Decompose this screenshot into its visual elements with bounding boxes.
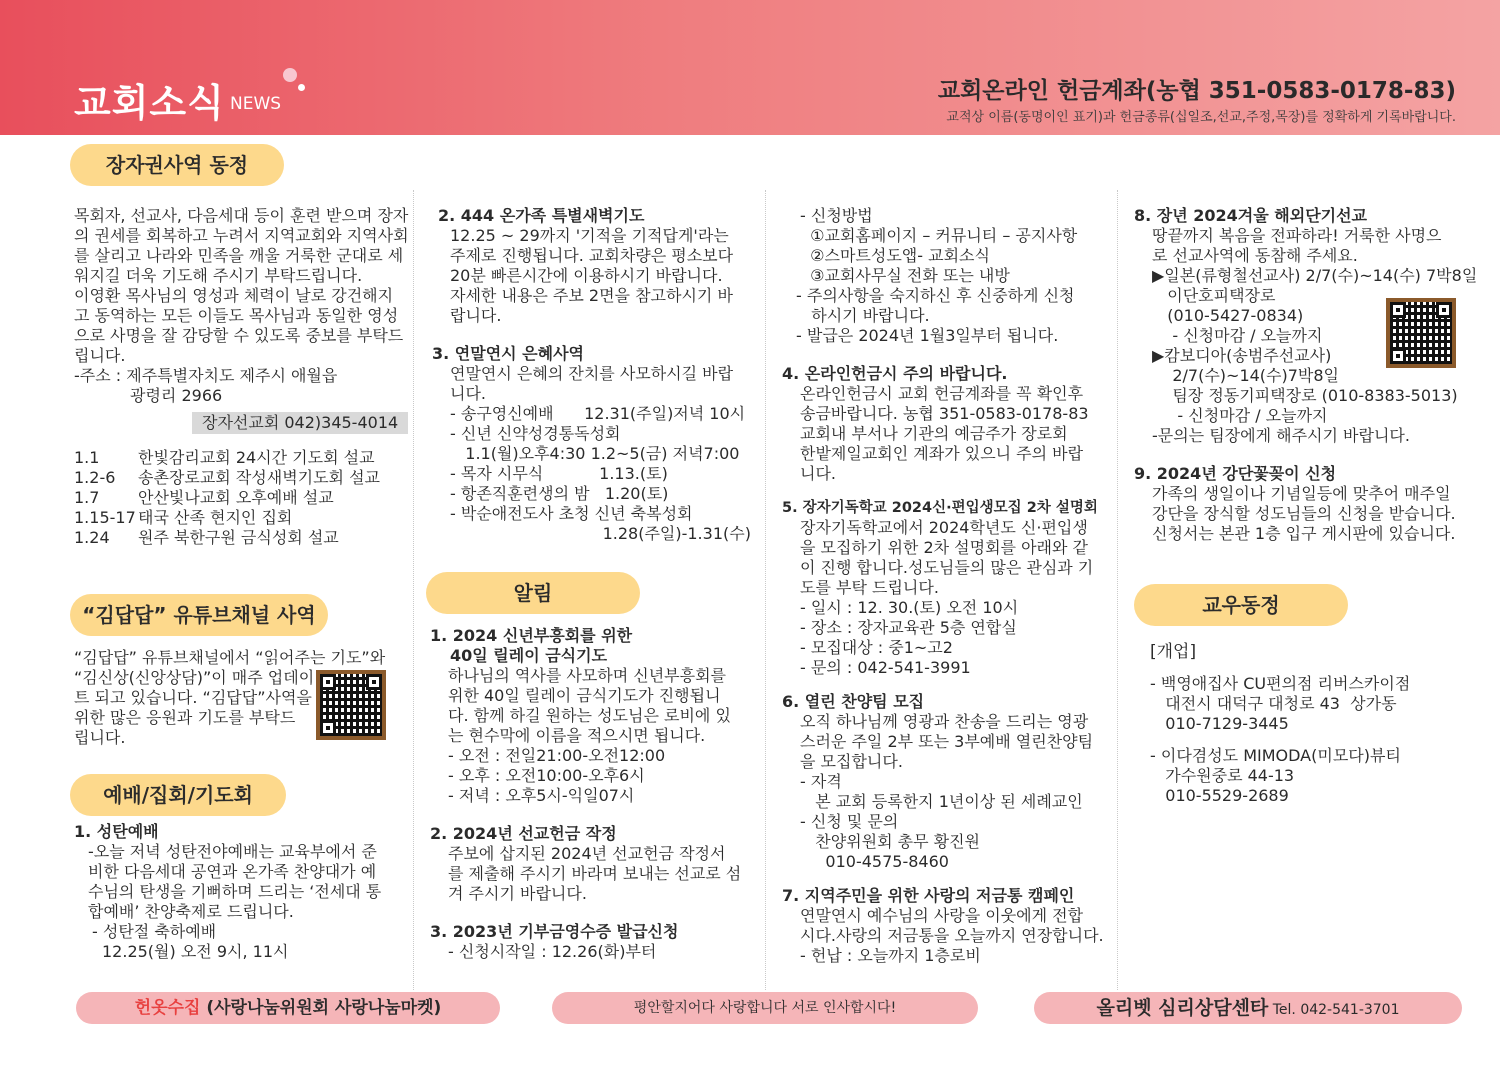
col2-top — [432, 206, 762, 544]
address-line: 광령리 2966 — [130, 386, 223, 405]
youtube-line: 위한 많은 응원과 기도를 부탁드 — [74, 708, 296, 727]
notice-heading: 6. 열린 찬양팀 모집 — [782, 692, 925, 711]
notice-line: 이단호피택장로 — [1152, 286, 1276, 305]
notice-line: 찬양위원회 총무 황진원 — [800, 832, 980, 851]
account-title: 교회온라인 헌금계좌(농협 351-0583-0178-83) — [937, 78, 1456, 104]
notice-line: - 자격 — [800, 772, 842, 791]
worship-line: -오늘 저녁 성탄전야예배는 교육부에서 준 — [88, 842, 377, 861]
schedule-row: 1.2-6 송촌장로교회 작성새벽기도회 설교 — [74, 468, 381, 487]
notice-line: 는 현수막에 이름을 적으시면 됩니다. — [448, 726, 706, 745]
notice-line: 온라인헌금시 교회 헌금계좌를 꼭 확인후 — [800, 384, 1084, 403]
notice-line: - 모집대상 : 중1~고2 — [800, 638, 953, 657]
notice-line: 하나님의 역사를 사모하며 신년부흥회를 — [448, 666, 727, 685]
item-line: 1.1(월)오후4:30 1.2~5(금) 저녁7:00 — [450, 444, 740, 463]
item-line: - 신년 신약성경통독성회 — [450, 424, 621, 443]
jangja-body — [74, 206, 414, 548]
item-line: 1.28(주일)-1.31(수) — [450, 524, 751, 543]
notice-line: ③교회사무실 전화 또는 내방 — [800, 266, 1010, 285]
col2-notices — [430, 626, 760, 962]
item-line: 20분 빠른시간에 이용하시기 바랍니다. — [450, 266, 723, 285]
notice-line: ②스마트성도앱- 교회소식 — [800, 246, 990, 265]
schedule-row: 1.1 한빛감리교회 24시간 기도회 설교 — [74, 448, 375, 467]
brand-title: 교회소식 — [74, 81, 225, 125]
member-line: 010-5529-2689 — [1150, 786, 1289, 805]
notice-heading: 1. 2024 신년부흥회를 위한 — [430, 626, 633, 645]
schedule-row: 1.24 원주 북한구원 금식성회 설교 — [74, 528, 339, 547]
worship-line: 12.25(월) 오전 9시, 11시 — [102, 942, 289, 961]
col3-body — [782, 206, 1112, 966]
notice-heading: 7. 지역주민을 위한 사랑의 저금통 캠페인 — [782, 886, 1075, 905]
notice-heading: 2. 2024년 선교헌금 작정 — [430, 824, 617, 843]
notice-line: - 신청마감 / 오늘까지 — [1152, 326, 1323, 345]
notice-line: ①교회홈페이지 – 커뮤니티 – 공지사항 — [800, 226, 1078, 245]
notice-line: 장자기독학교에서 2024학년도 신·편입생 — [800, 518, 1088, 537]
jangja-line: 이영환 목사님의 영성과 체력이 날로 강건해지 — [74, 286, 394, 305]
notice-line: 다. 함께 하길 원하는 성도님은 로비에 있 — [448, 706, 731, 725]
notice-line: 니다. — [800, 464, 836, 483]
member-line: - 이다겸성도 MIMODA(미모다)뷰티 — [1150, 746, 1401, 765]
footer-clothes-collection — [76, 992, 500, 1024]
notice-line: - 신청방법 — [800, 206, 873, 225]
jangja-line: 를 살리고 나라와 민족을 깨울 거룩한 군대로 세 — [74, 246, 404, 265]
notice-heading: 8. 장년 2024겨울 해외단기선교 — [1134, 206, 1368, 225]
notice-heading: 4. 온라인헌금시 주의 바랍니다. — [782, 364, 1008, 383]
col4-body — [1134, 206, 1478, 544]
jangja-line: 립니다. — [74, 346, 126, 365]
item-line: 자세한 내용은 주보 2면을 참고하시기 바 — [450, 286, 733, 305]
item-line: - 목자 시무식 1.13.(토) — [450, 464, 668, 483]
decor-dot-icon — [283, 68, 297, 82]
section-title-worship: 예배/집회/기도회 — [70, 774, 286, 816]
notice-heading: 40일 릴레이 금식기도 — [450, 646, 608, 665]
worship-body — [74, 822, 404, 962]
brand-subtitle: NEWS — [230, 94, 282, 114]
notice-line: - 일시 : 12. 30.(토) 오전 10시 — [800, 598, 1019, 617]
youtube-line: “김신상(신앙상담)”이 매주 업데이 — [74, 668, 315, 687]
worship-line: 수님의 탄생을 기뻐하며 드리는 ‘전세대 통 — [88, 882, 382, 901]
notice-line: 도를 부탁 드립니다. — [800, 578, 939, 597]
youtube-line: “김답답” 유튜브채널에서 “읽어주는 기도”와 — [74, 648, 386, 667]
jangja-line: 의 권세를 회복하고 누려서 지역교회와 지역사회 — [74, 226, 409, 245]
account-subtitle: 교적상 이름(동명이인 표기)과 헌금종류(십일조,선교,주정,목장)를 정확하게 기록바랍니다. — [946, 110, 1456, 125]
item-line: 주제로 진행됩니다. 교회차량은 평소보다 — [450, 246, 734, 265]
item-heading: 2. 444 온가족 특별새벽기도 — [438, 206, 645, 225]
column-divider — [1117, 190, 1118, 990]
item-heading: 3. 연말연시 은혜사역 — [432, 344, 584, 363]
notice-line: 가족의 생일이나 기념일등에 맞추어 매주일 — [1152, 484, 1451, 503]
item-line: - 송구영신예배 12.31(주일)저녁 10시 — [450, 404, 746, 423]
member-line: 대전시 대덕구 대청로 43 상가동 — [1150, 694, 1397, 713]
notice-line: - 헌납 : 오늘까지 1층로비 — [800, 946, 981, 965]
notice-line: 이 진행 합니다.성도님들의 많은 관심과 기 — [800, 558, 1094, 577]
column-divider — [765, 190, 766, 990]
member-line: 010-7129-3445 — [1150, 714, 1289, 733]
section-title-members: 교우동정 — [1134, 584, 1348, 626]
members-body — [1150, 642, 1480, 806]
item-line: 연말연시 은혜의 잔치를 사모하시길 바랍 — [450, 364, 734, 383]
worship-line: 합예배’ 찬양축제로 드립니다. — [88, 902, 294, 921]
notice-heading: 3. 2023년 기부금영수증 발급신청 — [430, 922, 679, 941]
youtube-line: 립니다. — [74, 728, 126, 747]
footer-counseling-tel: Tel. 042-541-3701 — [1268, 1002, 1400, 1018]
notice-line: 2/7(수)~14(수)7박8일 — [1152, 366, 1340, 385]
opening-label: [개업] — [1150, 642, 1197, 662]
jangja-line: 목회자, 선교사, 다음세대 등이 훈련 받으며 장자 — [74, 206, 409, 225]
worship-line: 비한 다음세대 공연과 온가족 찬양대가 예 — [88, 862, 377, 881]
notice-line: 주보에 삽지된 2024년 선교헌금 작정서 — [448, 844, 726, 863]
notice-line: - 신청 및 문의 — [800, 812, 899, 831]
footer-clothes-text: (사랑나눔위원회 사랑나눔마켓) — [200, 998, 442, 1018]
qr-code-icon[interactable] — [316, 670, 386, 740]
notice-line: 를 제출해 주시기 바라며 보내는 선교로 섬 — [448, 864, 742, 883]
section-title-youtube: “김답답” 유튜브채널 사역 — [70, 594, 328, 636]
notice-line: 강단을 장식할 성도님들의 신청을 받습니다. — [1152, 504, 1456, 523]
notice-line: (010-5427-0834) — [1152, 306, 1304, 325]
jangja-line: 으로 사명을 잘 감당할 수 있도록 중보를 부탁드 — [74, 326, 404, 345]
footer-clothes-label: 헌옷수집 — [134, 998, 201, 1018]
notice-heading: 5. 장자기독학교 2024신·편입생모집 2차 설명회 — [782, 500, 1098, 516]
notice-line: - 발급은 2024년 1월3일부터 됩니다. — [796, 326, 1059, 345]
jangja-line: 고 동역하는 모든 이들도 목사님과 동일한 영성 — [74, 306, 399, 325]
schedule-row: 1.15-17 태국 산족 현지인 집회 — [74, 508, 293, 527]
section-title-notice: 알림 — [426, 572, 640, 614]
notice-line: - 장소 : 장자교육관 5층 연합실 — [800, 618, 1017, 637]
notice-line: 땅끝까지 복음을 전파하라! 거룩한 사명으 — [1152, 226, 1442, 245]
address-line: -주소 : 제주특별자치도 제주시 애월읍 — [74, 366, 338, 385]
notice-line: -문의는 팀장에게 해주시기 바랍니다. — [1152, 426, 1410, 445]
notice-line: 위한 40일 릴레이 금식기도가 진행됩니 — [448, 686, 721, 705]
notice-line: - 신청마감 / 오늘까지 — [1152, 406, 1328, 425]
notice-line: - 오후 : 오전10:00-오후6시 — [448, 766, 645, 785]
youtube-line: 트 되고 있습니다. “김답답”사역을 — [74, 688, 312, 707]
notice-line: - 저녁 : 오후5시-익일07시 — [448, 786, 635, 805]
notice-line: 오직 하나님께 영광과 찬송을 드리는 영광 — [800, 712, 1089, 731]
notice-line: 신청서는 본관 1층 입구 게시판에 있습니다. — [1152, 524, 1456, 543]
notice-line: 송금바랍니다. 농협 351-0583-0178-83 — [800, 404, 1089, 423]
schedule-row: 1.7 안산빛나교회 오후예배 설교 — [74, 488, 334, 507]
notice-line: 한밭제일교회인 계좌가 있으니 주의 바랍 — [800, 444, 1084, 463]
notice-line: 스러운 주일 2부 또는 3부예배 열린찬양팀 — [800, 732, 1094, 751]
decor-dot-small-icon — [298, 84, 305, 91]
notice-line: ▶일본(류형철선교사) 2/7(수)~14(수) 7박8일 — [1152, 266, 1478, 285]
notice-line: 팀장 정동기피택장로 (010-8383-5013) — [1152, 386, 1458, 405]
section-title-jangja: 장자권사역 동정 — [70, 144, 284, 186]
item-line: - 박순애전도사 초청 신년 축복성회 — [450, 504, 693, 523]
item-line: 니다. — [450, 384, 486, 403]
qr-code-icon[interactable] — [1386, 298, 1456, 368]
worship-line: - 성탄절 축하예배 — [92, 922, 217, 941]
notice-line: - 문의 : 042-541-3991 — [800, 658, 971, 677]
notice-line: 하시기 바랍니다. — [796, 306, 930, 325]
notice-line: 을 모집하기 위한 2차 설명회를 아래와 같 — [800, 538, 1088, 557]
footer-counseling-name: 올리벳 심리상담센타 — [1096, 997, 1269, 1019]
notice-line: 시다.사랑의 저금통을 오늘까지 연장합니다. — [800, 926, 1104, 945]
notice-line: 교회내 부서나 기관의 예금주가 장로회 — [800, 424, 1068, 443]
member-line: 가수원중로 44-13 — [1150, 766, 1295, 785]
worship-heading: 1. 성탄예배 — [74, 822, 159, 841]
notice-line: - 주의사항을 숙지하신 후 신중하게 신청 — [796, 286, 1075, 305]
item-line: 랍니다. — [450, 306, 502, 325]
jangja-line: 워지길 더욱 기도해 주시기 부탁드립니다. — [74, 266, 363, 285]
notice-line: - 오전 : 전일21:00-오전12:00 — [448, 746, 666, 765]
notice-line: 을 모집합니다. — [800, 752, 903, 771]
notice-line: ▶캄보디아(송범주선교사) — [1152, 346, 1332, 365]
notice-line: 010-4575-8460 — [800, 852, 949, 871]
notice-line: 본 교회 등록한지 1년이상 된 세례교인 — [800, 792, 1083, 811]
item-line: 12.25 ~ 29까지 '기적을 기적답게'라는 — [450, 226, 729, 245]
notice-line: - 신청시작일 : 12.26(화)부터 — [448, 942, 657, 961]
contact-box: 장자선교회 042)345-4014 — [192, 412, 408, 434]
notice-heading: 9. 2024년 강단꽃꽂이 신청 — [1134, 464, 1337, 483]
footer-greeting: 평안할지어다 사랑합니다 서로 인사합시다! — [552, 992, 978, 1024]
footer-counseling — [1034, 992, 1462, 1024]
header-banner — [0, 0, 1500, 135]
item-line: - 항존직훈련생의 밤 1.20(토) — [450, 484, 669, 503]
notice-line: 연말연시 예수님의 사랑을 이웃에게 전합 — [800, 906, 1084, 925]
member-line: - 백영애집사 CU편의점 리버스카이점 — [1150, 674, 1411, 693]
notice-line: 겨 주시기 바랍니다. — [448, 884, 587, 903]
notice-line: 로 선교사역에 동참해 주세요. — [1152, 246, 1358, 265]
